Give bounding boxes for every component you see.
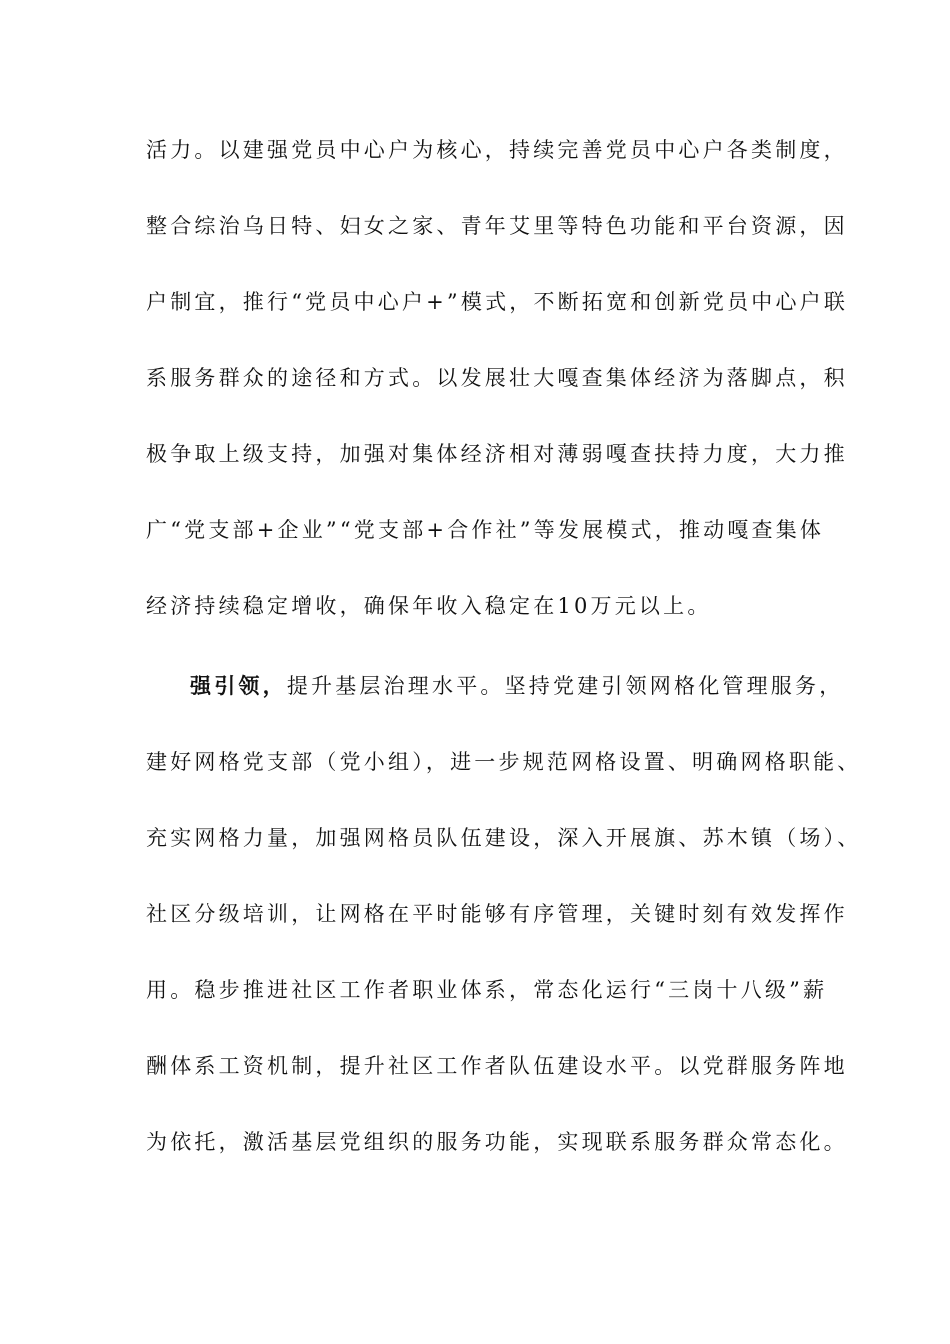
lead-heading: 强引领，	[190, 673, 287, 698]
paragraph-line: 酬体系工资机制，提升社区工作者队伍建设水平。以党群服务阵地	[146, 1054, 848, 1078]
paragraph-line: 经济持续稳定增收，确保年收入稳定在10万元以上。	[146, 594, 712, 618]
paragraph-line: 充实网格力量，加强网格员队伍建设，深入开展旗、苏木镇（场）、	[146, 826, 862, 850]
paragraph-line: 系服务群众的途径和方式。以发展壮大嘎查集体经济为落脚点，积	[146, 366, 848, 390]
paragraph-line: 建好网格党支部（党小组），进一步规范网格设置、明确网格职能、	[146, 750, 862, 774]
paragraph-line: 极争取上级支持，加强对集体经济相对薄弱嘎查扶持力度，大力推	[146, 442, 848, 466]
paragraph-first-line	[190, 672, 860, 700]
paragraph-line: 户制宜，推行“党员中心户+”模式，不断拓宽和创新党员中心户联	[146, 290, 849, 314]
paragraph-line: 整合综治乌日特、妇女之家、青年艾里等特色功能和平台资源，因	[146, 214, 848, 238]
paragraph-line: 社区分级培训，让网格在平时能够有序管理，关键时刻有效发挥作	[146, 902, 848, 926]
paragraph-line: 活力。以建强党员中心户为核心，持续完善党员中心户各类制度，	[146, 138, 848, 162]
paragraph-line: 广“党支部+企业”“党支部+合作社”等发展模式，推动嘎查集体	[146, 518, 825, 542]
lead-text: 提升基层治理水平。坚持党建引领网格化管理服务，	[286, 674, 844, 698]
paragraph-line: 为依托，激活基层党组织的服务功能，实现联系服务群众常态化。	[146, 1130, 848, 1154]
paragraph-line: 用。稳步推进社区工作者职业体系，常态化运行“三岗十八级”薪	[146, 978, 828, 1002]
